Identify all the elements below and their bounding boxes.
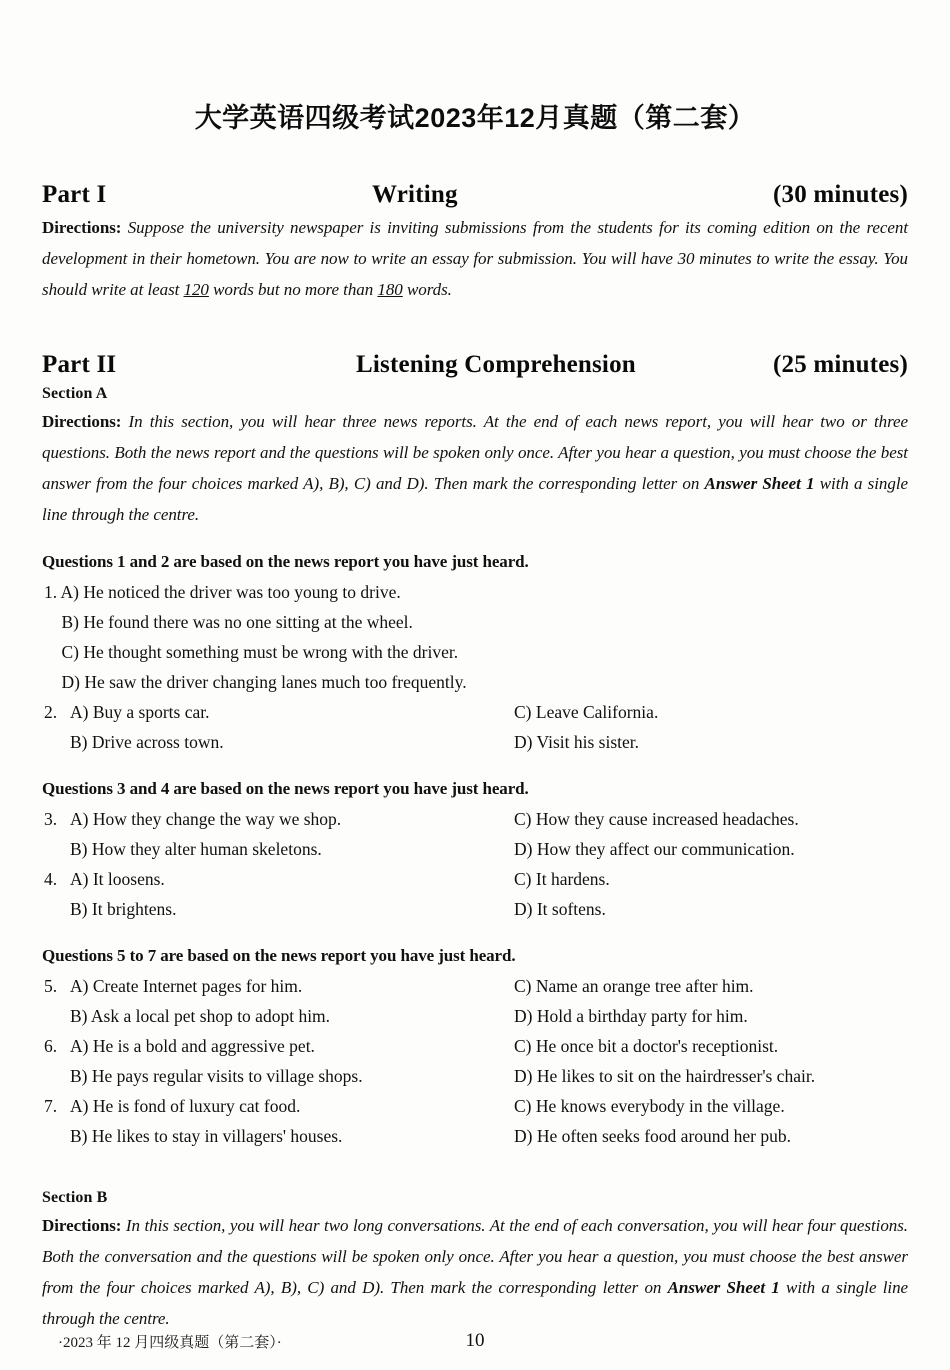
part-1-directions bbox=[42, 212, 908, 305]
option-b[interactable]: B) He found there was no one sitting at the wheel. bbox=[61, 612, 413, 632]
option-a[interactable]: A) It loosens. bbox=[70, 869, 165, 889]
part-1-name: Writing bbox=[372, 181, 458, 208]
option-row bbox=[42, 637, 908, 667]
part-2-label: Part II bbox=[42, 351, 117, 378]
question-group-heading: Questions 5 to 7 are based on the news report you have just heard. bbox=[42, 946, 516, 965]
question-number: 3. bbox=[44, 809, 58, 829]
option-d[interactable]: D) Visit his sister. bbox=[514, 732, 640, 752]
part-1-label: Part I bbox=[42, 181, 107, 208]
option-row bbox=[42, 607, 908, 637]
question-number: 1. bbox=[44, 582, 58, 602]
option-row bbox=[42, 971, 908, 1001]
question-number: 2. bbox=[44, 702, 58, 722]
option-row bbox=[42, 727, 908, 757]
section-a-directions-text-a: In this section, you will hear three news reports. At the end of each news report, you will hear two or three questions. Both the news report and the questions will be spoken only once. After you hear a question, you must choose the best answer from the four choices marked A), B), C) and D). Then mark the corresponding letter on bbox=[42, 412, 908, 493]
part-2-time: (25 minutes) bbox=[772, 351, 908, 378]
option-d[interactable]: D) He often seeks food around her pub. bbox=[514, 1126, 792, 1146]
page-footer bbox=[42, 1324, 908, 1352]
directions-label: Directions: bbox=[42, 218, 122, 237]
part-1-time: (30 minutes) bbox=[772, 181, 908, 208]
option-d[interactable]: D) Hold a birthday party for him. bbox=[514, 1006, 748, 1026]
option-b[interactable]: B) It brightens. bbox=[70, 899, 177, 919]
option-a[interactable]: A) He is a bold and aggressive pet. bbox=[70, 1036, 315, 1056]
option-c[interactable]: C) Leave California. bbox=[514, 702, 659, 722]
section-b-directions bbox=[42, 1210, 908, 1334]
option-b[interactable]: B) He likes to stay in villagers' houses. bbox=[70, 1126, 343, 1146]
option-a[interactable]: A) Buy a sports car. bbox=[70, 702, 210, 722]
option-row bbox=[42, 667, 908, 697]
part-1-header bbox=[42, 181, 908, 209]
option-row bbox=[42, 697, 908, 727]
option-row bbox=[42, 894, 908, 924]
option-row bbox=[42, 1121, 908, 1151]
option-row bbox=[42, 804, 908, 834]
section-b-directions-text-b: with a single line through the centre. bbox=[42, 1278, 909, 1328]
option-row bbox=[42, 1001, 908, 1031]
option-b[interactable]: B) Drive across town. bbox=[70, 732, 224, 752]
option-b[interactable]: B) How they alter human skeletons. bbox=[70, 839, 322, 859]
option-row bbox=[42, 577, 908, 607]
footer-exam-label: ·2023 年 12 月四级真题（第二套）· bbox=[58, 1335, 282, 1351]
question-group-heading: Questions 3 and 4 are based on the news report you have just heard. bbox=[42, 779, 529, 798]
question-3 bbox=[42, 804, 908, 864]
option-a[interactable]: A) Create Internet pages for him. bbox=[70, 976, 303, 996]
part-1-directions-text-c: words. bbox=[402, 280, 452, 299]
directions-label: Directions: bbox=[42, 412, 122, 431]
option-d[interactable]: D) How they affect our communication. bbox=[514, 839, 795, 859]
option-c[interactable]: C) He thought something must be wrong with the driver. bbox=[61, 642, 459, 662]
option-d[interactable]: D) It softens. bbox=[514, 899, 606, 919]
question-number: 5. bbox=[44, 976, 58, 996]
option-d[interactable]: D) He likes to sit on the hairdresser's chair. bbox=[514, 1066, 816, 1086]
option-row bbox=[42, 1091, 908, 1121]
question-1 bbox=[42, 577, 908, 697]
option-c[interactable]: C) He once bit a doctor's receptionist. bbox=[514, 1036, 779, 1056]
part-2-name: Listening Comprehension bbox=[356, 351, 636, 378]
question-4 bbox=[42, 864, 908, 924]
question-6 bbox=[42, 1031, 908, 1091]
page-number: 10 bbox=[465, 1330, 485, 1351]
question-group-heading: Questions 1 and 2 are based on the news report you have just heard. bbox=[42, 552, 529, 571]
option-a[interactable]: A) How they change the way we shop. bbox=[70, 809, 342, 829]
option-row bbox=[42, 1061, 908, 1091]
question-2 bbox=[42, 697, 908, 757]
page-title: 大学英语四级考试2023年12月真题（第二套） bbox=[194, 103, 756, 133]
part-2-header bbox=[42, 351, 908, 379]
section-b-directions-text-a: In this section, you will hear two long conversations. At the end of each conversation, you will hear four questions. Both the conversation and the questions will be spoken only once. After you hear a question, you must choose the best answer from the four choices marked A), B), C) and D). Then mark the corresponding letter on bbox=[42, 1216, 908, 1297]
option-b[interactable]: B) Ask a local pet shop to adopt him. bbox=[70, 1006, 331, 1026]
answer-sheet-reference: Answer Sheet 1 bbox=[667, 1278, 780, 1297]
section-b-label: Section B bbox=[42, 1189, 108, 1206]
question-7 bbox=[42, 1091, 908, 1151]
option-a[interactable]: A) He noticed the driver was too young to drive. bbox=[60, 582, 401, 602]
max-word-count: 180 bbox=[377, 280, 403, 299]
option-row bbox=[42, 1031, 908, 1061]
part-1-directions-text-b: words but no more than bbox=[208, 280, 378, 299]
question-5 bbox=[42, 971, 908, 1031]
section-a-label: Section A bbox=[42, 385, 108, 402]
option-d[interactable]: D) He saw the driver changing lanes much too frequently. bbox=[61, 672, 467, 692]
question-number: 7. bbox=[44, 1096, 58, 1116]
option-c[interactable]: C) Name an orange tree after him. bbox=[514, 976, 754, 996]
directions-label: Directions: bbox=[42, 1216, 122, 1235]
section-a-directions-text-b: with a single line through the centre. bbox=[42, 474, 908, 524]
option-row bbox=[42, 834, 908, 864]
option-b[interactable]: B) He pays regular visits to village shops. bbox=[70, 1066, 363, 1086]
option-c[interactable]: C) How they cause increased headaches. bbox=[514, 809, 799, 829]
part-1-directions-text-a: Suppose the university newspaper is inviting submissions from the students for its coming edition on the recent development in their hometown. You are now to write an essay for submission. You will have 30 minutes to write the essay. You should write at least bbox=[42, 218, 908, 299]
option-c[interactable]: C) It hardens. bbox=[514, 869, 610, 889]
option-a[interactable]: A) He is fond of luxury cat food. bbox=[70, 1096, 301, 1116]
section-b bbox=[42, 1189, 908, 1334]
section-a-directions bbox=[42, 406, 908, 530]
min-word-count: 120 bbox=[183, 280, 209, 299]
option-row bbox=[42, 864, 908, 894]
question-number: 4. bbox=[44, 869, 58, 889]
answer-sheet-reference: Answer Sheet 1 bbox=[704, 474, 815, 493]
option-c[interactable]: C) He knows everybody in the village. bbox=[514, 1096, 785, 1116]
question-number: 6. bbox=[44, 1036, 58, 1056]
